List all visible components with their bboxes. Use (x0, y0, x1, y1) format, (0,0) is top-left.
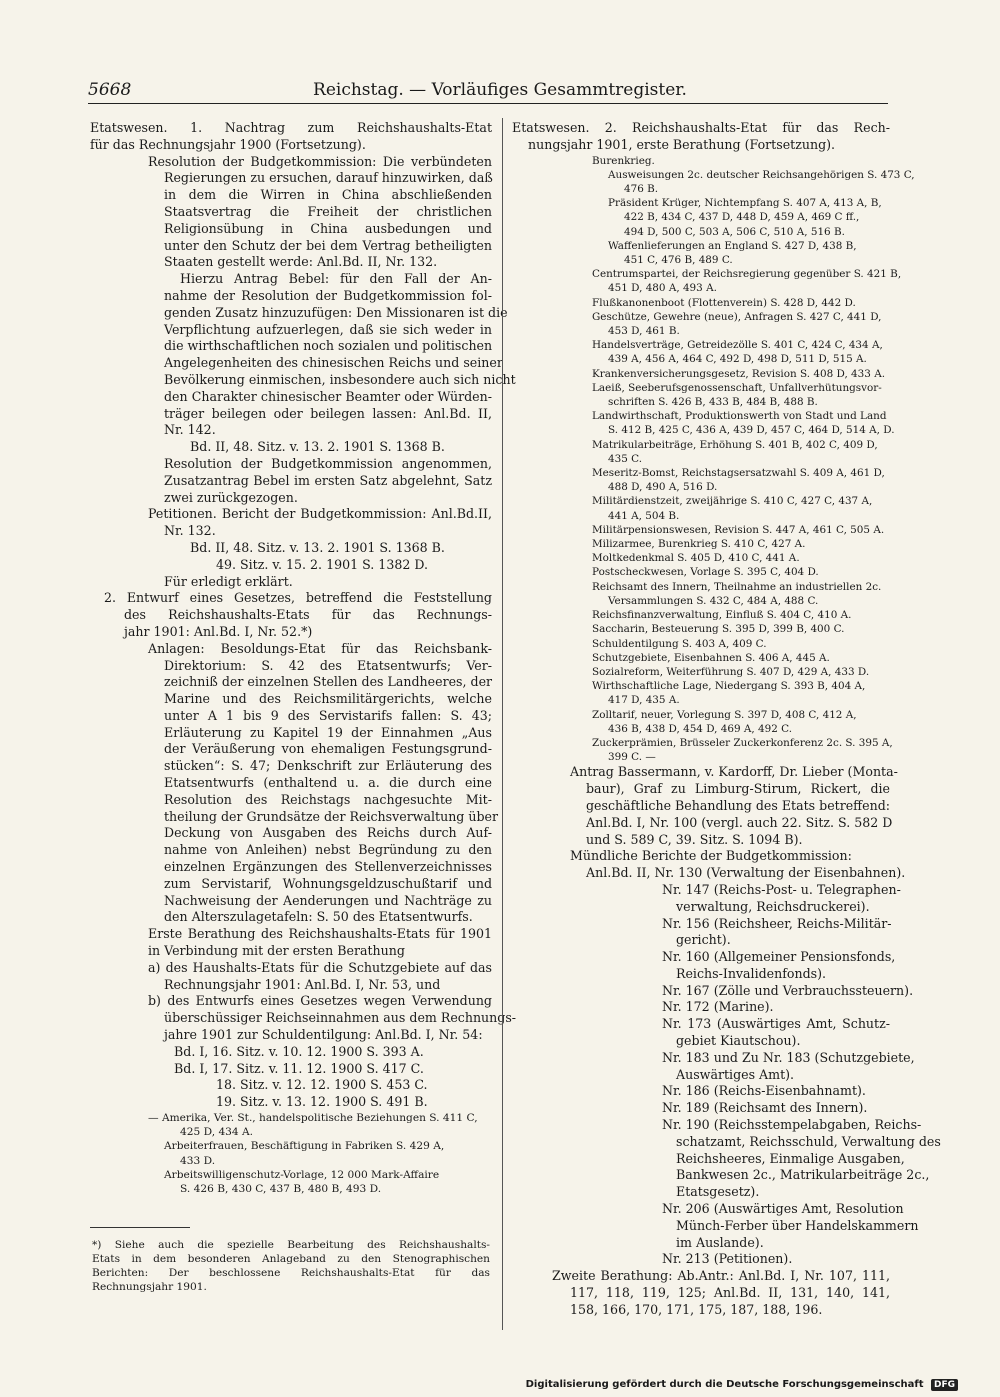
text-line: Resolution des Reichstags nachgesuchte Mit- (164, 791, 492, 807)
text-line: stücken“: S. 47; Denkschrift zur Erläuterung des (164, 758, 492, 774)
text-line: Resolution der Budgetkommission: Die verbündeten (148, 153, 492, 169)
footnote-line: *) Siehe auch die spezielle Bearbeitung des Reichshaushalts- (92, 1239, 490, 1251)
text-line: Anlagen: Besoldungs-Etat für das Reichsbank- (148, 640, 492, 656)
index-entry-line: 494 D, 500 C, 503 A, 506 C, 510 A, 516 B. (624, 225, 845, 238)
index-entry-line: Milizarmee, Burenkrieg S. 410 C, 427 A. (592, 538, 806, 551)
text-line: 49. Sitz. v. 15. 2. 1901 S. 1382 D. (216, 556, 429, 572)
text-line: schatzamt, Reichsschuld, Verwaltung des (676, 1133, 941, 1149)
text-line: Anl.Bd. I, Nr. 100 (vergl. auch 22. Sitz. S. 582 D (586, 814, 893, 830)
text-line: einzelnen Ergänzungen des Stellenverzeichnisses (164, 859, 492, 875)
index-entry-line: Versammlungen S. 432 C, 484 A, 488 C. (608, 594, 819, 607)
text-line: Arbeitswilligenschutz-Vorlage, 12 000 Mark-Affaire (164, 1168, 440, 1181)
text-line: Rechnungsjahr 1901: Anl.Bd. I, Nr. 53, und (164, 976, 441, 992)
footnote-line: Berichten: Der beschlossene Reichshaushalts-Etat für das (92, 1267, 490, 1279)
text-line: Nr. 189 (Reichsamt des Innern). (662, 1100, 868, 1116)
text-line: Bankwesen 2c., Matrikularbeiträge 2c., (676, 1167, 930, 1183)
text-line: Angelegenheiten des chinesischen Reichs und seiner (164, 355, 503, 371)
text-line: Reichs-Invalidenfonds). (676, 965, 827, 981)
text-line: Etatswesen. 2. Reichshaushalts-Etat für das Rech- (512, 120, 890, 135)
text-line: Nr. 190 (Reichsstempelabgaben, Reichs- (662, 1117, 922, 1133)
index-entry-line: Moltkedenkmal S. 405 D, 410 C, 441 A. (592, 552, 800, 565)
text-line: Zweite Berathung: Ab.Antr.: Anl.Bd. I, Nr. 107, 111, (552, 1268, 890, 1284)
text-line: gebiet Kiautschou). (676, 1033, 801, 1049)
text-line: 18. Sitz. v. 12. 12. 1900 S. 453 C. (216, 1077, 428, 1093)
text-line: Direktorium: S. 42 des Etatsentwurfs; Ver- (164, 657, 492, 673)
page-number: 5668 (88, 80, 132, 100)
running-title: Reichstag. — Vorläufiges Gesammtregister. (313, 80, 687, 100)
footnote (92, 1238, 490, 1294)
text-line: Regierungen zu ersuchen, darauf hinzuwirken, daß (164, 170, 493, 186)
text-line: Religionsübung in China ausbedungen und (164, 220, 492, 236)
index-entry-line: 439 A, 456 A, 464 C, 492 D, 498 D, 511 D, 515 A. (608, 353, 867, 366)
text-line: und S. 589 C, 39. Sitz. S. 1094 B). (586, 831, 803, 847)
text-line: jahre 1901 zur Schuldentilgung: Anl.Bd. I, Nr. 54: (164, 1027, 483, 1043)
text-line: Nr. 147 (Reichs-Post- u. Telegraphen- (662, 881, 901, 897)
text-line: Für erledigt erklärt. (164, 573, 293, 589)
text-line: gericht). (676, 932, 731, 948)
index-entry-line: 451 D, 480 A, 493 A. (608, 282, 717, 295)
right-column-index (512, 154, 915, 765)
text-line: Auswärtiges Amt). (676, 1066, 795, 1082)
text-line: Nachweisung der Aenderungen und Nachträge zu (164, 892, 492, 908)
index-entry-line: 435 C. (608, 452, 643, 465)
text-line: Resolution der Budgetkommission angenommen, (164, 455, 492, 471)
text-line: Nr. 167 (Zölle und Verbrauchssteuern). (662, 982, 914, 998)
text-line: nahme der Resolution der Budgetkommission fol- (164, 287, 492, 303)
text-line: Mündliche Berichte der Budgetkommission: (570, 848, 852, 864)
index-entry-line: Postscheckwesen, Vorlage S. 395 C, 404 D. (592, 566, 819, 579)
text-line: des Reichshaushalts-Etats für das Rechnungs- (124, 607, 492, 623)
text-line: in dem die Wirren in China abschließenden (164, 187, 492, 203)
text-line: Nr. 183 und Zu Nr. 183 (Schutzgebiete, (662, 1049, 915, 1065)
index-entry-line: Militärdienstzeit, zweijährige S. 410 C, 427 C, 437 A, (592, 495, 873, 508)
index-entry-line: Präsident Krüger, Nichtempfang S. 407 A, 413 A, B, (608, 197, 882, 210)
index-entry-line: Handelsverträge, Getreidezölle S. 401 C, 424 C, 434 A, (592, 339, 883, 352)
index-entry-line: 441 A, 504 B. (608, 509, 680, 522)
text-line: Münch-Ferber über Handelskammern (676, 1217, 919, 1233)
text-line: 433 D. (180, 1154, 216, 1167)
text-line: den Charakter chinesischer Beamter oder Würden- (164, 388, 492, 404)
text-line: überschüssiger Reichseinnahmen aus dem Rechnungs- (164, 1010, 517, 1026)
text-line: Bd. I, 17. Sitz. v. 11. 12. 1900 S. 417 C. (174, 1060, 424, 1076)
text-line: Hierzu Antrag Bebel: für den Fall der An- (180, 271, 492, 287)
text-line: zwei zurückgezogen. (164, 489, 298, 505)
index-entry-line: Laeiß, Seeberufsgenossenschaft, Unfallverhütungsvor- (592, 381, 882, 394)
text-line: träger beilegen oder beilegen lassen: Anl.Bd. II, (164, 405, 492, 421)
index-entry-line: 488 D, 490 A, 516 D. (608, 481, 718, 494)
right-column-tail (512, 764, 941, 1318)
index-entry-line: Zuckerprämien, Brüsseler Zuckerkonferenz 2c. S. 395 A, (592, 736, 893, 749)
index-entry-line: Landwirthschaft, Produktionswerth von Stadt und Land (592, 410, 887, 423)
footer-funding-note (526, 1379, 958, 1391)
text-line: 19. Sitz. v. 13. 12. 1900 S. 491 B. (216, 1094, 428, 1110)
text-line: Etatsgesetz). (676, 1184, 760, 1200)
text-line: 117, 118, 119, 125; Anl.Bd. II, 131, 140, 141, (570, 1285, 890, 1301)
index-entry-line: 417 D, 435 A. (608, 694, 680, 707)
text-line: Staatsvertrag die Freiheit der christlichen (164, 203, 492, 219)
index-entry-line: Wirthschaftliche Lage, Niedergang S. 393 B, 404 A, (592, 680, 866, 693)
text-line: jahr 1901: Anl.Bd. I, Nr. 52.*) (124, 623, 313, 639)
text-line: — Amerika, Ver. St., handelspolitische Beziehungen S. 411 C, (148, 1112, 478, 1125)
text-line: zeichniß der einzelnen Stellen des Landheeres, der (164, 674, 493, 690)
text-line: 2. Entwurf eines Gesetzes, betreffend die Feststellung (104, 590, 492, 606)
index-entry-line: Sozialreform, Weiterführung S. 407 D, 429 A, 433 D. (592, 665, 870, 678)
column-divider (502, 118, 503, 1330)
text-line: Verpflichtung aufzuerlegen, daß sie sich weder in (164, 321, 492, 337)
index-entry-line: Militärpensionswesen, Revision S. 447 A, 461 C, 505 A. (592, 523, 885, 536)
index-entry-line: Burenkrieg. (592, 154, 655, 167)
text-line: unter den Schutz der bei dem Vertrag betheiligten (164, 237, 492, 253)
text-line: nungsjahr 1901, erste Berathung (Fortsetzung). (528, 136, 836, 152)
index-entry-line: Centrumspartei, der Reichsregierung gegenüber S. 421 B, (592, 268, 902, 281)
text-line: Erste Berathung des Reichshaushalts-Etats für 1901 (148, 926, 492, 942)
index-entry-line: Flußkanonenboot (Flottenverein) S. 428 D, 442 D. (592, 296, 856, 309)
footnote-line: Etats in dem besonderen Anlageband zu den Stenographischen (92, 1253, 490, 1265)
text-line: Deckung von Ausgaben des Reichs durch Auf- (164, 825, 492, 841)
text-line: verwaltung, Reichsdruckerei). (676, 898, 870, 914)
text-line: der Veräußerung von ehemaligen Festungsgrund- (164, 741, 492, 757)
index-entry-line: S. 412 B, 425 C, 436 A, 439 D, 457 C, 464 D, 514 A, D. (608, 424, 895, 437)
right-column-head (512, 120, 890, 154)
text-line: genden Zusatz hinzuzufügen: Den Missionaren ist die (164, 304, 508, 320)
text-line: 158, 166, 170, 171, 175, 187, 188, 196. (570, 1301, 823, 1317)
text-line: Arbeiterfrauen, Beschäftigung in Fabriken S. 429 A, (164, 1140, 445, 1153)
text-line: Petitionen. Bericht der Budgetkommission: Anl.Bd.II, (148, 506, 492, 522)
text-line: Nr. 213 (Petitionen). (662, 1251, 793, 1267)
index-entry-line: Geschütze, Gewehre (neue), Anfragen S. 427 C, 441 D, (592, 310, 882, 323)
text-line: Bevölkerung einmischen, insbesondere auch sich nicht (164, 371, 516, 387)
text-line: Nr. 160 (Allgemeiner Pensionsfonds, (662, 949, 896, 965)
text-line: Bd. I, 16. Sitz. v. 10. 12. 1900 S. 393 A. (174, 1043, 424, 1059)
text-line: Staaten gestellt werde: Anl.Bd. II, Nr. 132. (164, 254, 438, 270)
index-entry-line: Zolltarif, neuer, Vorlegung S. 397 D, 408 C, 412 A, (592, 708, 857, 721)
text-line: die wirthschaftlichen noch sozialen und politischen (164, 338, 493, 354)
index-entry-line: 399 C. — (608, 751, 656, 764)
text-line: Bd. II, 48. Sitz. v. 13. 2. 1901 S. 1368 B. (190, 439, 445, 455)
index-entry-line: Krankenversicherungsgesetz, Revision S. 408 D, 433 A. (592, 367, 885, 380)
text-line: S. 426 B, 430 C, 437 B, 480 B, 493 D. (180, 1183, 382, 1196)
text-line: Nr. 132. (164, 523, 216, 539)
index-entry-line: Matrikularbeiträge, Erhöhung S. 401 B, 402 C, 409 D, (592, 438, 878, 451)
left-column (90, 120, 517, 1196)
text-line: Nr. 186 (Reichs-Eisenbahnamt). (662, 1083, 866, 1099)
index-entry-line: 451 C, 476 B, 489 C. (624, 254, 733, 267)
text-line: im Auslande). (676, 1234, 764, 1250)
text-line: Bd. II, 48. Sitz. v. 13. 2. 1901 S. 1368 B. (190, 539, 445, 555)
text-line: unter A 1 bis 9 des Servistarifs fallen: S. 43; (164, 707, 492, 723)
index-entry-line: 476 B. (624, 183, 659, 195)
footnote-line: Rechnungsjahr 1901. (92, 1281, 207, 1293)
index-entry-line: schriften S. 426 B, 433 B, 484 B, 488 B. (608, 396, 818, 409)
text-line: theilung der Grundsätze der Reichsverwaltung über (164, 808, 499, 824)
index-entry-line: Schuldentilgung S. 403 A, 409 C. (592, 637, 767, 650)
index-entry-line: 453 D, 461 B. (608, 325, 680, 338)
text-line: 425 D, 434 A. (180, 1126, 254, 1139)
index-entry-line: Schutzgebiete, Eisenbahnen S. 406 A, 445 A. (592, 651, 830, 664)
text-line: Nr. 206 (Auswärtiges Amt, Resolution (662, 1201, 904, 1217)
index-entry-line: 436 B, 438 D, 454 D, 469 A, 492 C. (608, 722, 793, 735)
text-line: Nr. 142. (164, 422, 216, 438)
text-line: Marine und des Reichsmilitärgerichts, welche (164, 691, 492, 707)
text-line: Zusatzantrag Bebel im ersten Satz abgelehnt, Satz (164, 472, 492, 488)
text-line: Nr. 172 (Marine). (662, 999, 774, 1015)
index-entry-line: Meseritz-Bomst, Reichstagsersatzwahl S. 409 A, 461 D, (592, 467, 885, 480)
text-line: Erläuterung zu Kapitel 19 der Einnahmen „Aus (164, 724, 492, 740)
text-line: Etatsentwurfs (enthaltend u. a. die durch eine (164, 775, 492, 791)
footnote-rule (90, 1227, 190, 1228)
text-line: geschäftliche Behandlung des Etats betreffend: (586, 797, 890, 813)
index-entry-line: 422 B, 434 C, 437 D, 448 D, 459 A, 469 C ff., (624, 211, 860, 224)
text-line: Reichsheeres, Einmalige Ausgaben, (676, 1150, 905, 1166)
text-line: zum Servistarif, Wohnungsgeldzuschußtarif und (164, 875, 492, 891)
text-line: Nr. 173 (Auswärtiges Amt, Schutz- (662, 1016, 890, 1032)
text-line: nahme von Anleihen) nebst Begründung zu den (164, 842, 492, 858)
funding-text: Digitalisierung gefördert durch die Deutsche Forschungsgemeinschaft (525, 1379, 924, 1390)
text-line: für das Rechnungsjahr 1900 (Fortsetzung). (90, 136, 366, 152)
index-entry-line: Waffenlieferungen an England S. 427 D, 438 B, (608, 239, 857, 252)
text-line: Etatswesen. 1. Nachtrag zum Reichshaushalts-Etat (90, 120, 492, 135)
index-entry-line: Reichsfinanzverwaltung, Einfluß S. 404 C, 410 A. (592, 609, 852, 622)
text-line: Anl.Bd. II, Nr. 130 (Verwaltung der Eisenbahnen). (586, 865, 906, 881)
text-line: den Alterszulagetafeln: S. 50 des Etatsentwurfs. (164, 909, 473, 925)
text-line: Antrag Bassermann, v. Kardorff, Dr. Lieber (Monta- (570, 764, 898, 780)
text-line: b) des Entwurfs eines Gesetzes wegen Verwendung (148, 993, 492, 1009)
dfg-logo: DFG (931, 1379, 958, 1391)
index-entry-line: Reichsamt des Innern, Theilnahme an industriellen 2c. (592, 580, 882, 593)
text-line: in Verbindung mit der ersten Berathung (148, 943, 405, 959)
index-entry-line: Saccharin, Besteuerung S. 395 D, 399 B, 400 C. (592, 623, 845, 636)
header-rule (88, 103, 888, 104)
text-line: Nr. 156 (Reichsheer, Reichs-Militär- (662, 915, 892, 931)
text-line: a) des Haushalts-Etats für die Schutzgebiete auf das (148, 959, 492, 975)
index-entry-line: Ausweisungen 2c. deutscher Reichsangehörigen S. 473 C, (608, 168, 915, 181)
text-line: baur), Graf zu Limburg-Stirum, Rickert, die (586, 781, 890, 797)
right-column (512, 120, 941, 1319)
